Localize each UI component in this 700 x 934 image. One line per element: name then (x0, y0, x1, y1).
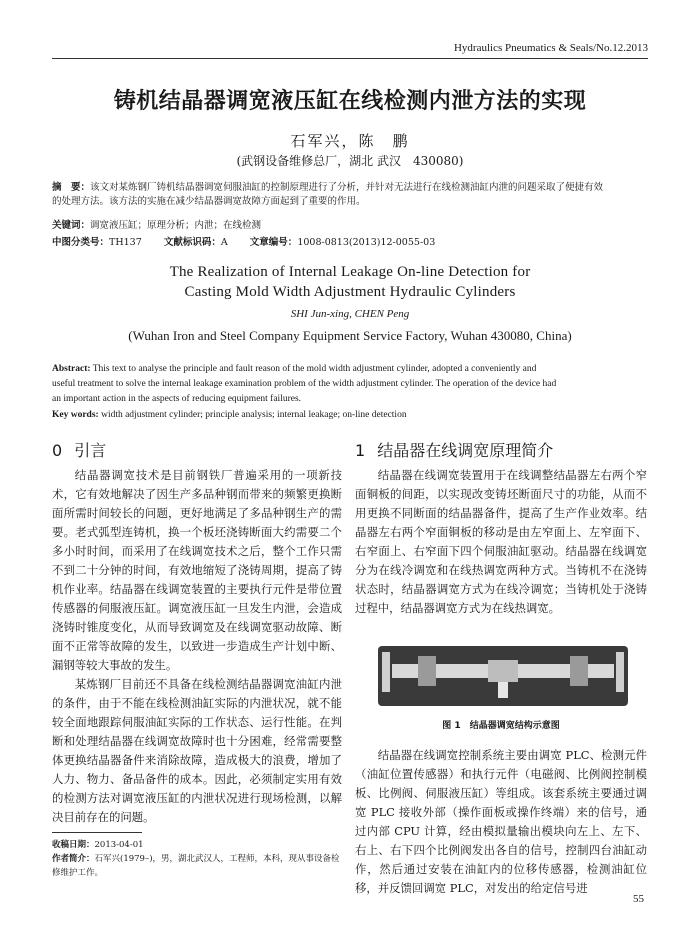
footnote (52, 838, 342, 880)
article-id-value: 1008-0813(2013)12-0055-03 (297, 237, 436, 248)
abstract-chinese (52, 181, 652, 209)
section-0-paragraph-1: 结晶器调宽技术是目前钢铁厂普遍采用的一项新技术，它有效地解决了因生产多品种钢而带来的频繁更换断面所需时间较长的问题，更好地满足了多品种钢生产的需要。老式弧型连铸机，换一个板坯浇铸断面大约需要二个多小时时间，而采用了在线调宽技术之后，整个工作只需不到二十分钟的时间，有效地缩短了浇铸周期，提高了铸机作业率。结晶器在线调宽装置的主要执行元件是带位置传感器的伺服液压缸。调宽液压缸一旦发生内泄，会造成浇铸时锥度变化，从而导致调宽及在线调宽驱动故障、断面不正常等故障的发生，以致进一步造成生产计划中断、漏钢等较大事故的发生。 (52, 468, 342, 672)
keywords-en-text: width adjustment cylinder; principle analysis; internal leakage; on-line detection (98, 410, 407, 420)
article-id-label: 文章编号： (249, 237, 298, 248)
authors-english: SHI Jun-xing, CHEN Peng (290, 308, 410, 320)
mold-diagram-svg (378, 646, 628, 706)
footnote-rule (52, 832, 142, 833)
left-cylinder (418, 656, 436, 686)
title-en-line2: Casting Mold Width Adjustment Hydraulic Cylinders (184, 284, 516, 300)
title-english (0, 262, 700, 302)
abstract-en-label: Abstract: (52, 364, 91, 374)
clc-label: 中图分类号： (52, 237, 110, 248)
keywords-chinese (52, 217, 261, 231)
abstract-cn-line2: 的处理方法。该方法的实施在减少结晶器调宽故障方面起到了重要的作用。 (52, 196, 366, 207)
abstract-en-line2: useful treatment to solve the internal leakage examination problem of the width adjustment cylinder. The operation of the device had (52, 379, 557, 389)
received-label: 收稿日期： (52, 840, 95, 850)
right-cylinder (570, 656, 588, 686)
section-1-paragraph-2: 结晶器在线调宽控制系统主要由调宽 PLC、检测元件（油缸位置传感器）和执行元件（电磁阀、比例阀控制模板、比例阀、伺服液压缸）等组成。该套系统主要通过调宽 PLC 接收外部（操作面板或操作终端）来的信号，通过内部 CPU 计算，经由模拟量输出模块向左上、左下、右上、右下四个比例阀发出各自的信号，控制四台油缸动作，然后通过安装在油缸内的位移传感器，检测油缸位移，并反馈回调宽 PLC，对发出的给定信号进 (355, 748, 647, 895)
header-rule (52, 58, 648, 59)
section-1-heading (355, 438, 553, 461)
left-end (382, 652, 390, 692)
received-date: 2013-04-01 (94, 840, 144, 850)
section-0-title: 引言 (74, 441, 107, 460)
figure-1-caption: 图 1 结晶器调宽结构示意图 (442, 721, 560, 731)
right-end (616, 652, 624, 692)
right-column-top (355, 466, 647, 618)
doc-code-value: A (220, 237, 228, 248)
section-0-paragraph-2: 某炼钢厂目前还不具备在线检测结晶器调宽油缸内泄的条件，由于不能在线检测油缸实际的内泄状况，就不能较全面地跟踪伺服油缸实际的工作状态、运行性能。在判断和处理结晶器在线调宽故障时也十分困难，经常需要整体更换结晶器备件来消除故障，造成极大的浪费，增加了人力、物力、备品备件的成本。因此，必须制定实用有效的检测方法对调宽液压缸的内泄状况进行现场检测，以解决目前存在的问题。 (52, 677, 342, 824)
title-en-line1: The Realization of Internal Leakage On-line Detection for (169, 264, 531, 280)
figure-1-mold-structure-diagram (378, 646, 628, 706)
abstract-en-line1: This text to analyse the principle and fault reason of the mold width adjustment cylinder, adopted a conveniently and (90, 364, 537, 374)
keywords-english (52, 410, 407, 420)
section-0-number: 0 (52, 441, 63, 460)
center-rod (498, 682, 508, 698)
center-block (488, 660, 518, 682)
clc-value: TH137 (109, 237, 142, 248)
authors-chinese: 石军兴，陈 鹏 (290, 132, 410, 150)
journal-header: Hydraulics Pneumatics & Seals/No.12.2013 (453, 42, 648, 54)
abstract-en-line3: an important action in the aspects of reducing equipment failures. (52, 394, 302, 404)
affiliation-chinese: (武钢设备维修总厂，湖北 武汉 430080) (236, 154, 464, 168)
author-bio: 石军兴(1979–)，男，湖北武汉人，工程师，本科，现从事设备检修维护工作。 (52, 854, 340, 878)
author-bio-label: 作者简介： (52, 854, 95, 864)
affiliation-english: (Wuhan Iron and Steel Company Equipment Service Factory, Wuhan 430080, China) (128, 328, 572, 343)
abstract-cn-label: 摘 要： (52, 182, 91, 193)
keywords-cn-label: 关键词： (52, 220, 91, 231)
abstract-english (52, 362, 652, 407)
classification-line (52, 234, 435, 248)
page-number: 55 (633, 893, 644, 905)
keywords-cn-text: 调宽液压缸；原理分析；内泄；在线检测 (90, 220, 262, 231)
section-0-heading (52, 438, 106, 461)
abstract-cn-line1: 该文对某炼钢厂铸机结晶器调宽伺服油缸的控制原理进行了分析，并针对无法进行在线检测油缸内泄的问题采取了便捷有效 (90, 182, 604, 193)
keywords-en-label: Key words: (52, 410, 99, 420)
section-1-number: 1 (355, 441, 366, 460)
section-1-title: 结晶器在线调宽原理简介 (377, 441, 554, 460)
doc-code-label: 文献标识码： (163, 237, 221, 248)
left-column (52, 466, 342, 827)
title-chinese: 铸机结晶器调宽液压缸在线检测内泄方法的实现 (113, 89, 587, 114)
section-1-paragraph-1: 结晶器在线调宽装置用于在线调整结晶器左右两个窄面铜板的间距，以实现改变铸坯断面尺寸的功能，从而不用更换不同断面的结晶器备件，提高了生产作业效率。结晶器左右两个窄面铜板的移动是由左窄面上、左窄面下、右窄面上、右窄面下四个伺服油缸驱动。结晶器在线调宽分为在线冷调宽和在线热调宽两种方式。当铸机不在浇铸状态时，结晶器调宽方式为在线冷调宽；当铸机处于浇铸过程中，结晶器调宽方式为在线热调宽。 (355, 468, 647, 615)
right-column-bottom (355, 746, 647, 898)
